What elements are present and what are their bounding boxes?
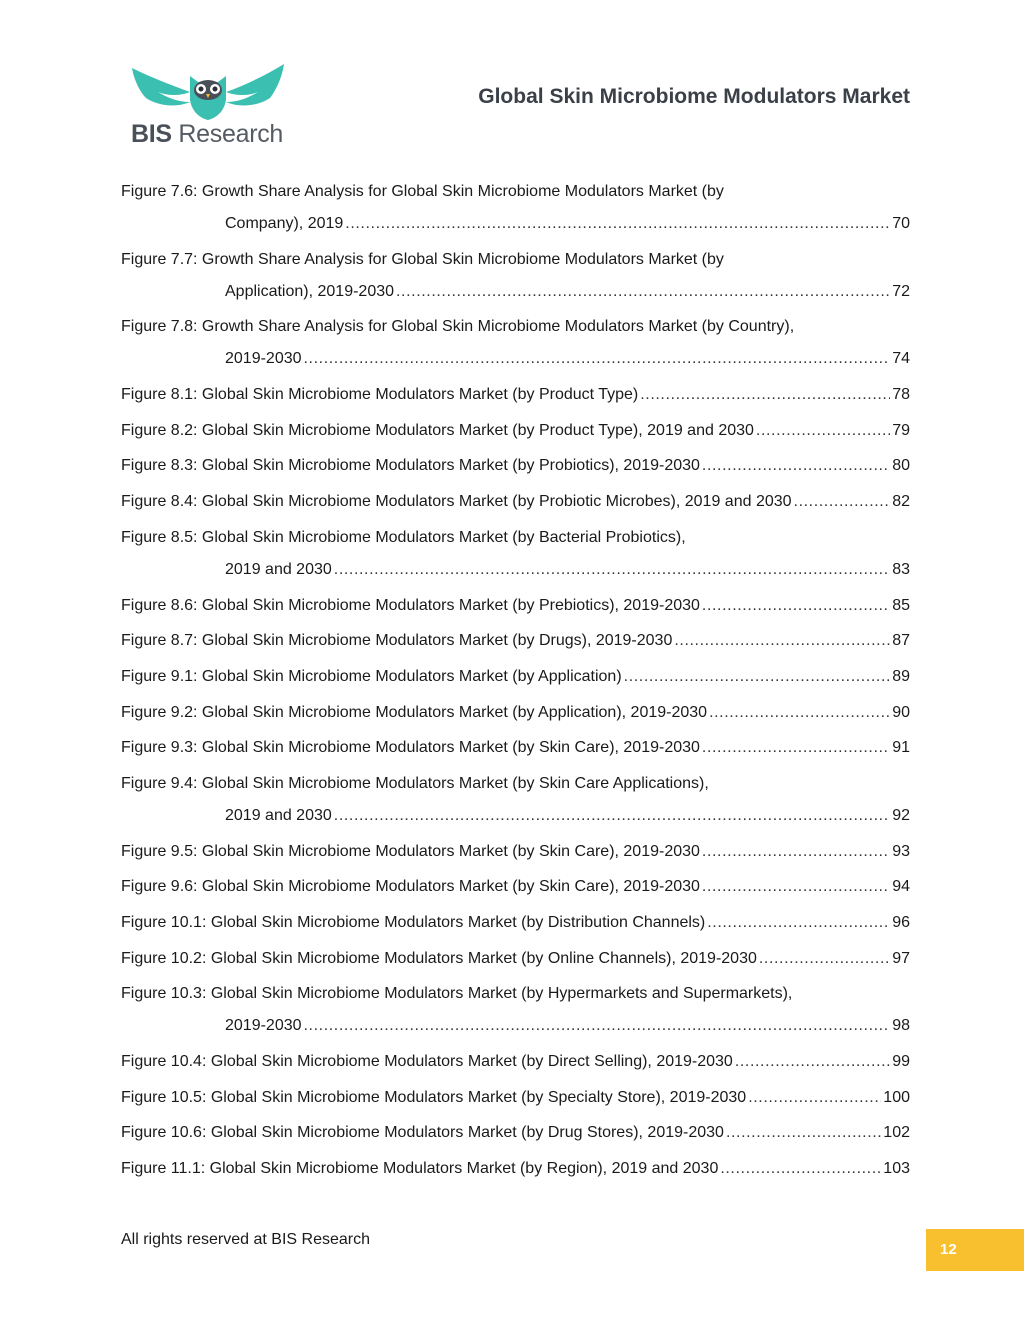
owl-logo-icon: [128, 62, 288, 122]
bis-research-logo: [128, 62, 288, 150]
toc-page-number: 102: [883, 1124, 910, 1142]
toc-entry-label: Figure 8.2: Global Skin Microbiome Modulators Market (by Product Type), 2019 and 2030: [121, 421, 754, 439]
toc-page-number: 72: [892, 282, 910, 300]
toc-entry[interactable]: [121, 1051, 910, 1073]
toc-page-number: 94: [892, 878, 910, 896]
toc-entry[interactable]: [121, 666, 910, 688]
toc-page-number: 70: [892, 215, 910, 232]
toc-entry-label: Figure 8.5: Global Skin Microbiome Modulators Market (by Bacterial Probiotics),: [121, 528, 686, 546]
toc-page-number: 89: [892, 667, 910, 685]
toc-entry[interactable]: [121, 595, 910, 617]
toc-entry-label: Figure 9.5: Global Skin Microbiome Modulators Market (by Skin Care), 2019-2030: [121, 842, 700, 860]
dot-leader: [396, 281, 890, 303]
toc-entry-label: Figure 11.1: Global Skin Microbiome Modulators Market (by Region), 2019 and 2030: [121, 1160, 719, 1178]
dot-leader: [794, 491, 891, 513]
dot-leader: [735, 1051, 890, 1073]
dot-leader: [345, 213, 890, 235]
toc-page-number: 79: [892, 421, 910, 439]
page-number: 12: [940, 1241, 957, 1258]
dot-leader: [702, 737, 890, 759]
toc-page-number: 91: [892, 739, 910, 757]
toc-entry[interactable]: [121, 491, 910, 513]
toc-entry[interactable]: [121, 316, 910, 370]
toc-entry-label: Figure 8.7: Global Skin Microbiome Modulators Market (by Drugs), 2019-2030: [121, 632, 673, 650]
toc-page-number: 87: [892, 632, 910, 650]
toc-entry-label: Figure 9.6: Global Skin Microbiome Modulators Market (by Skin Care), 2019-2030: [121, 878, 700, 896]
dot-leader: [674, 630, 890, 652]
dot-leader: [334, 559, 890, 581]
toc-entry-label: 2019-2030: [225, 350, 302, 368]
toc-entry[interactable]: [121, 181, 910, 235]
dot-leader: [759, 948, 890, 970]
toc-entry-label: Figure 10.6: Global Skin Microbiome Modulators Market (by Drug Stores), 2019-2030: [121, 1124, 724, 1142]
toc-entry[interactable]: [121, 420, 910, 442]
toc-entry-label: Company), 2019: [225, 215, 344, 232]
toc-entry-label: Figure 7.8: Growth Share Analysis for Global Skin Microbiome Modulators Market (by Country),: [121, 318, 795, 336]
toc-entry-label: Application), 2019-2030: [225, 282, 395, 300]
toc-entry-label: 2019 and 2030: [225, 806, 332, 824]
dot-leader: [304, 348, 891, 370]
toc-page-number: 96: [892, 914, 910, 931]
dot-leader: [702, 841, 890, 863]
toc-entry-label: Figure 10.2: Global Skin Microbiome Modulators Market (by Online Channels), 2019-2030: [121, 949, 757, 967]
toc-entry[interactable]: [121, 737, 910, 759]
toc-page-number: 83: [892, 560, 910, 578]
toc-page-number: 74: [892, 350, 910, 368]
toc-page-number: 99: [892, 1053, 910, 1071]
toc-entry-label: Figure 10.1: Global Skin Microbiome Modulators Market (by Distribution Channels): [121, 914, 706, 931]
document-title: Global Skin Microbiome Modulators Market: [478, 85, 910, 108]
toc-entry[interactable]: [121, 1158, 910, 1180]
toc-page-number: 98: [892, 1017, 910, 1035]
toc-entry[interactable]: [121, 527, 910, 581]
toc-page-number: 100: [883, 1088, 910, 1106]
dot-leader: [702, 876, 890, 898]
dot-leader: [748, 1087, 881, 1109]
toc-entry-label: Figure 10.3: Global Skin Microbiome Modulators Market (by Hypermarkets and Supermarkets),: [121, 985, 793, 1003]
toc-page-number: 97: [892, 949, 910, 967]
toc-entry-label: Figure 9.2: Global Skin Microbiome Modulators Market (by Application), 2019-2030: [121, 703, 708, 721]
page-number-badge: [926, 1229, 1024, 1271]
list-of-figures: [121, 181, 910, 1194]
toc-page-number: 90: [892, 703, 910, 721]
toc-entry[interactable]: [121, 773, 910, 827]
toc-page-number: 103: [883, 1160, 910, 1178]
toc-entry-label: Figure 7.6: Growth Share Analysis for Global Skin Microbiome Modulators Market (by: [121, 183, 724, 200]
dot-leader: [756, 420, 890, 442]
toc-entry[interactable]: [121, 876, 910, 898]
toc-page-number: 78: [892, 386, 910, 404]
logo-wordmark: BIS Research: [131, 120, 284, 148]
toc-entry-label: Figure 9.4: Global Skin Microbiome Modulators Market (by Skin Care Applications),: [121, 774, 709, 792]
dot-leader: [707, 912, 890, 934]
dot-leader: [640, 384, 890, 406]
toc-entry-label: Figure 8.6: Global Skin Microbiome Modulators Market (by Prebiotics), 2019-2030: [121, 596, 700, 614]
toc-page-number: 85: [892, 596, 910, 614]
dot-leader: [702, 595, 890, 617]
toc-entry-label: Figure 10.5: Global Skin Microbiome Modulators Market (by Specialty Store), 2019-2030: [121, 1088, 747, 1106]
dot-leader: [726, 1122, 881, 1144]
toc-page-number: 80: [892, 457, 910, 475]
toc-page-number: 82: [892, 493, 910, 511]
toc-entry[interactable]: [121, 702, 910, 724]
dot-leader: [304, 1015, 891, 1037]
toc-entry[interactable]: [121, 249, 910, 303]
toc-entry-label: Figure 8.1: Global Skin Microbiome Modulators Market (by Product Type): [121, 386, 639, 404]
dot-leader: [709, 702, 890, 724]
toc-entry[interactable]: [121, 841, 910, 863]
dot-leader: [624, 666, 891, 688]
dot-leader: [702, 455, 890, 477]
toc-entry-label: 2019-2030: [225, 1017, 302, 1035]
toc-entry-label: Figure 9.3: Global Skin Microbiome Modulators Market (by Skin Care), 2019-2030: [121, 739, 700, 757]
toc-entry[interactable]: [121, 630, 910, 652]
toc-entry-label: Figure 10.4: Global Skin Microbiome Modulators Market (by Direct Selling), 2019-2030: [121, 1053, 733, 1071]
toc-entry-label: Figure 8.3: Global Skin Microbiome Modulators Market (by Probiotics), 2019-2030: [121, 457, 700, 475]
toc-entry-label: Figure 9.1: Global Skin Microbiome Modulators Market (by Application): [121, 667, 622, 685]
dot-leader: [334, 805, 890, 827]
toc-entry[interactable]: [121, 912, 910, 934]
toc-entry-label: Figure 8.4: Global Skin Microbiome Modulators Market (by Probiotic Microbes), 2019 and 2030: [121, 493, 792, 511]
toc-entry[interactable]: [121, 1087, 910, 1109]
toc-entry-label: Figure 7.7: Growth Share Analysis for Global Skin Microbiome Modulators Market (by: [121, 250, 724, 268]
toc-entry[interactable]: [121, 384, 910, 406]
toc-page-number: 93: [892, 842, 910, 860]
toc-entry[interactable]: [121, 983, 910, 1037]
toc-entry-label: 2019 and 2030: [225, 560, 332, 578]
dot-leader: [720, 1158, 881, 1180]
toc-entry[interactable]: [121, 455, 910, 477]
toc-entry[interactable]: [121, 1122, 910, 1144]
toc-page-number: 92: [892, 806, 910, 824]
toc-entry[interactable]: [121, 948, 910, 970]
footer-rights: All rights reserved at BIS Research: [121, 1231, 370, 1248]
